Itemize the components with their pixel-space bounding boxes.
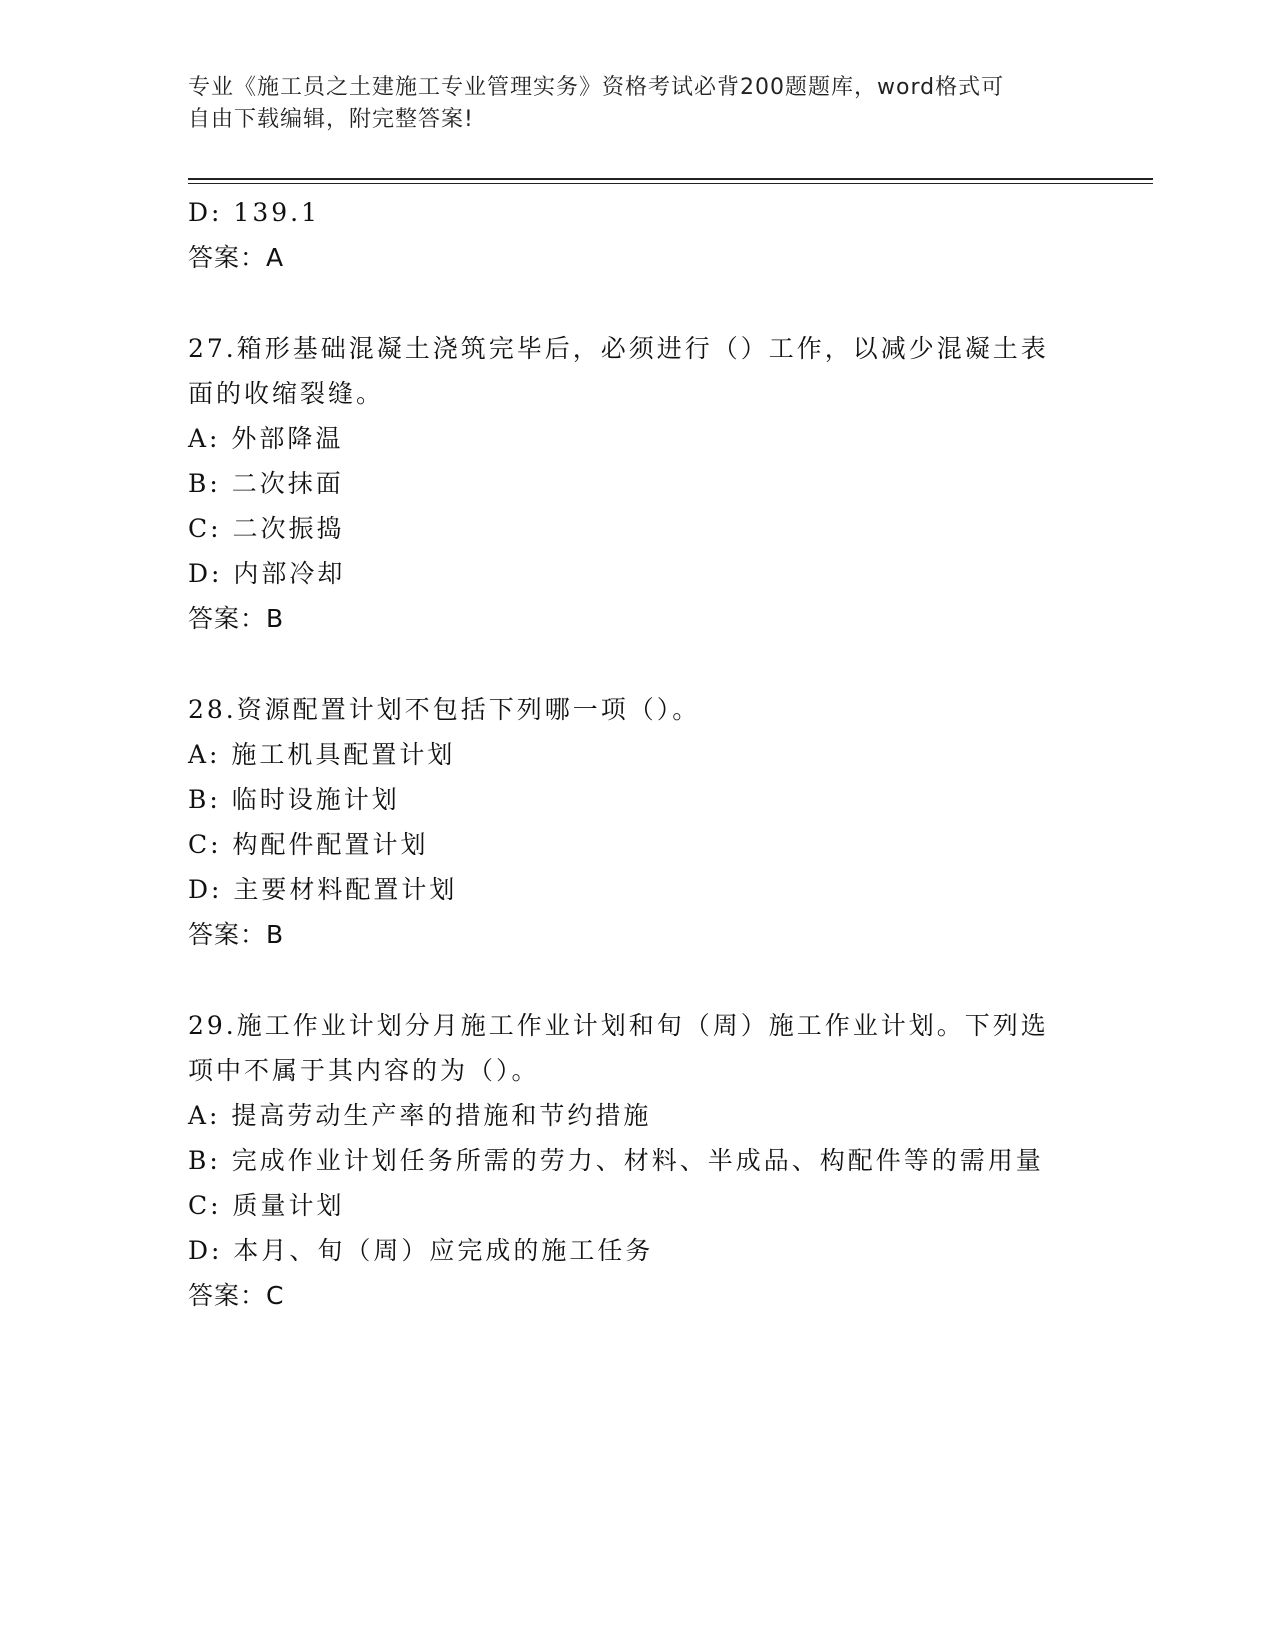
question-list <box>188 190 1088 1318</box>
option-b: B: 二次抹面 <box>188 469 344 498</box>
answer-line: 答案：B <box>188 920 285 949</box>
option-a: A: 外部降温 <box>188 424 344 453</box>
question-gap <box>188 957 1088 1003</box>
question-27 <box>188 326 1088 641</box>
answer-line: 答案：C <box>188 1281 285 1310</box>
option-d: D: 内部冷却 <box>188 559 346 588</box>
option-d: D: 139.1 <box>188 198 320 227</box>
header-divider <box>188 178 1153 184</box>
option-b: B: 完成作业计划任务所需的劳力、材料、半成品、构配件等的需用量 <box>188 1146 1044 1175</box>
question-stem-continued: 面的收缩裂缝。 <box>188 379 385 408</box>
option-c: C: 构配件配置计划 <box>188 830 429 859</box>
header-line-2: 自由下载编辑，附完整答案! <box>188 107 474 132</box>
answer-line: 答案：B <box>188 604 285 633</box>
header-line-1: 专业《施工员之土建施工专业管理实务》资格考试必背200题题库，word格式可 <box>188 75 1005 100</box>
question-stem: 28.资源配置计划不包括下列哪一项（）。 <box>188 695 701 724</box>
question-stem: 27.箱形基础混凝土浇筑完毕后，必须进行（）工作，以减少混凝土表 <box>188 334 1049 363</box>
option-c: C: 二次振捣 <box>188 514 345 543</box>
question-28 <box>188 687 1088 957</box>
option-a: A: 提高劳动生产率的措施和节约措施 <box>188 1101 652 1130</box>
carryover-question <box>188 190 1088 280</box>
question-29 <box>188 1003 1088 1318</box>
answer-line: 答案：A <box>188 243 285 272</box>
question-stem: 29.施工作业计划分月施工作业计划和旬（周）施工作业计划。下列选 <box>188 1011 1049 1040</box>
option-b: B: 临时设施计划 <box>188 785 400 814</box>
question-gap <box>188 641 1088 687</box>
option-c: C: 质量计划 <box>188 1191 345 1220</box>
option-a: A: 施工机具配置计划 <box>188 740 456 769</box>
document-header <box>188 72 1068 136</box>
question-stem-continued: 项中不属于其内容的为（）。 <box>188 1056 540 1085</box>
question-gap <box>188 280 1088 326</box>
option-d: D: 本月、旬（周）应完成的施工任务 <box>188 1236 654 1265</box>
option-d: D: 主要材料配置计划 <box>188 875 458 904</box>
